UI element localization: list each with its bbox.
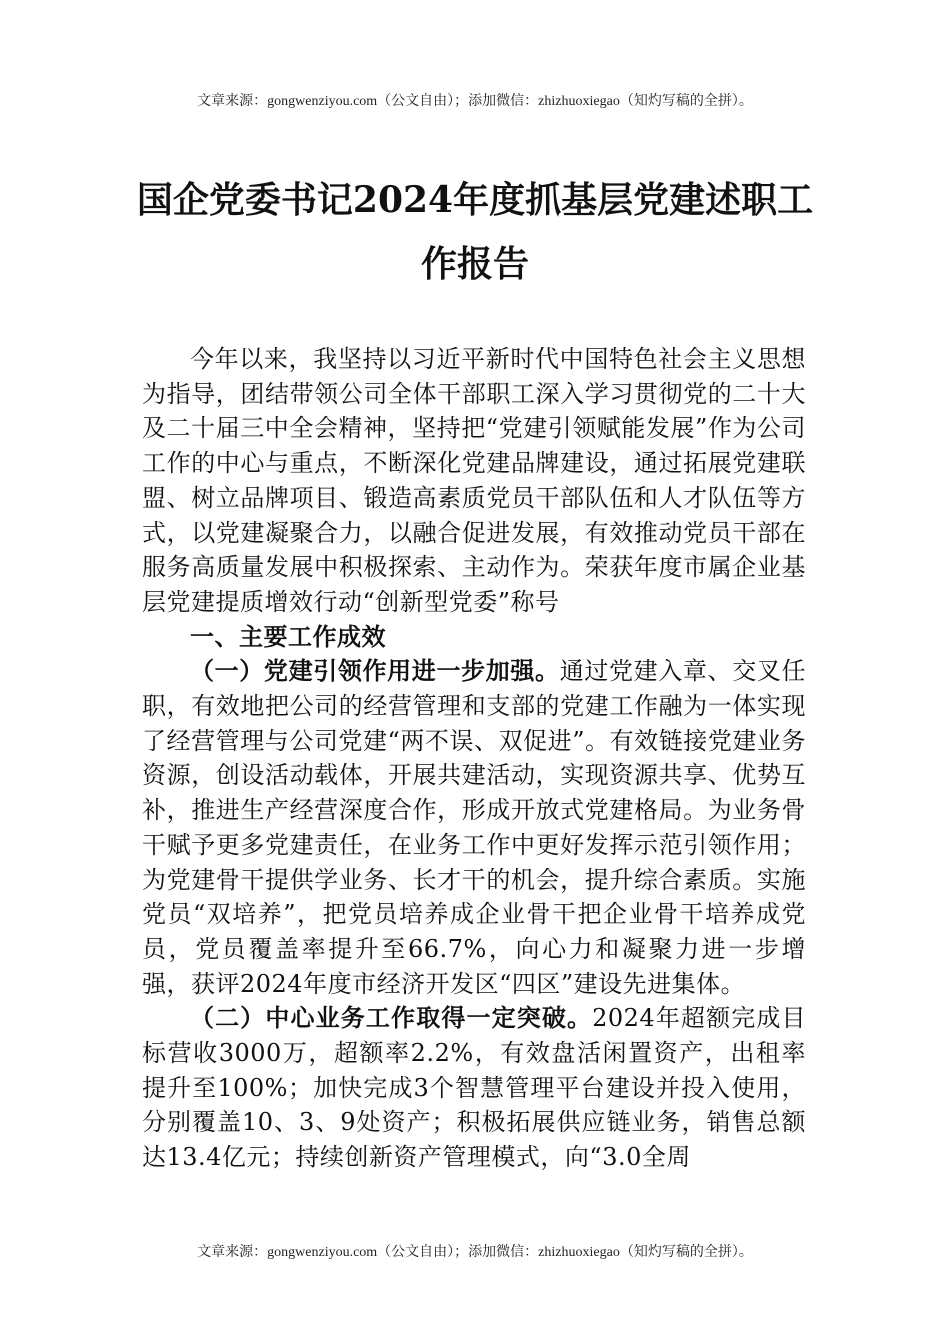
document-body — [142, 342, 806, 1175]
footer-source-note: 文章来源：gongwenziyou.com（公文自由）；添加微信：zhizhuoxiegao（知灼写稿的全拼）。 — [197, 1245, 753, 1260]
item-2-body: 2024年超额完成目标营收3000万，超额率2.2%，有效盘活闲置资产，出租率提升至100%；加快完成3个智慧管理平台建设并投入使用，分别覆盖10、3、9处资产；积极拓展供应链业务，销售总额达13.4亿元；持续创新资产管理模式，向“3.0全周 — [142, 1004, 806, 1172]
document-title — [120, 168, 830, 296]
item-2-paragraph — [142, 1001, 806, 1175]
item-1-heading: （一）党建引领作用进一步加强。 — [190, 656, 560, 686]
intro-paragraph: 今年以来，我坚持以习近平新时代中国特色社会主义思想为指导，团结带领公司全体干部职工深入学习贯彻党的二十大及二十届三中全会精神，坚持把“党建引领赋能发展”作为公司工作的中心与重点，不断深化党建品牌建设，通过拓展党建联盟、树立品牌项目、锻造高素质党员干部队伍和人才队伍等方式，以党建凝聚合力，以融合促进发展，有效推动党员干部在服务高质量发展中积极探索、主动作为。荣获年度市属企业基层党建提质增效行动“创新型党委”称号 — [142, 345, 806, 616]
item-1-paragraph — [142, 654, 806, 1001]
title-line-2: 作报告 — [420, 243, 529, 285]
header-source-note: 文章来源：gongwenziyou.com（公文自由）；添加微信：zhizhuoxiegao（知灼写稿的全拼）。 — [197, 94, 753, 109]
title-line-1: 国企党委书记2024年度抓基层党建述职工 — [136, 179, 814, 221]
section-1-heading: 一、主要工作成效 — [190, 622, 386, 651]
item-1-body: 通过党建入章、交叉任职，有效地把公司的经营管理和支部的党建工作融为一体实现了经营管理与公司党建“两不误、双促进”。有效链接党建业务资源，创设活动载体，开展共建活动，实现资源共享、优势互补，推进生产经营深度合作，形成开放式党建格局。为业务骨干赋予更多党建责任，在业务工作中更好发挥示范引领作用；为党建骨干提供学业务、长才干的机会，提升综合素质。实施党员“双培养”，把党员培养成企业骨干把企业骨干培养成党员，党员覆盖率提升至66.7%，向心力和凝聚力进一步增强，获评2024年度市经济开发区“四区”建设先进集体。 — [142, 657, 806, 998]
item-2-heading: （二）中心业务工作取得一定突破。 — [190, 1003, 593, 1033]
